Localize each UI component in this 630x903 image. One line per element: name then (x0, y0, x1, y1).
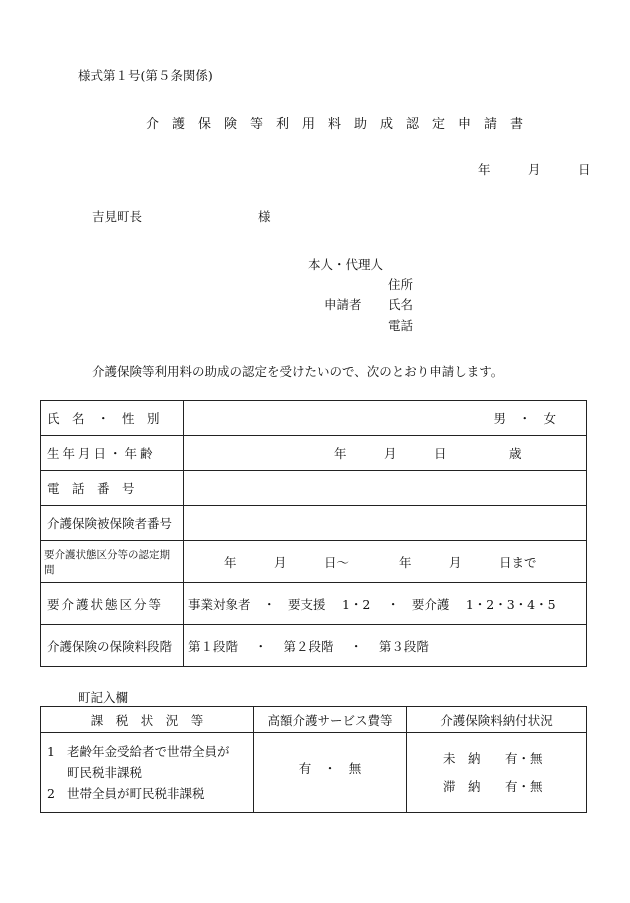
tax-item-1-continued (47, 762, 247, 783)
tax-item-1-text-2: 町民税非課税 (67, 765, 143, 780)
addressee-name: 吉見町長 (92, 209, 143, 224)
form-number: 様式第１号(第５条関係) (78, 68, 213, 83)
field-gender[interactable]: 男 ・ 女 (184, 401, 587, 436)
phone-label: 電話 (388, 318, 414, 333)
office-use-header-row (41, 707, 587, 733)
payment-unpaid (443, 745, 586, 773)
tax-item-1-text: 老齢年金受給者で世帯全員が (67, 744, 230, 759)
label-insured-number: 介護保険被保険者番号 (41, 506, 184, 541)
high-cost-cell[interactable]: 有 ・ 無 (254, 733, 407, 813)
tax-item-2-number: 2 (47, 786, 55, 801)
field-insured-number[interactable] (184, 506, 587, 541)
payment-unpaid-value: 有・無 (505, 750, 543, 766)
header-tax-status: 課 税 状 況 等 (41, 707, 254, 733)
label-care-level: 要介護状態区分等 (41, 583, 184, 625)
applicant-label: 申請者 (324, 297, 362, 312)
label-name-gender: 氏 名 ・ 性 別 (41, 401, 184, 436)
label-premium-stage: 介護保険の保険料段階 (41, 625, 184, 667)
office-use-table (40, 706, 587, 813)
row-birthdate-age (41, 436, 587, 471)
label-certification-period: 要介護状態区分等の認定期間 (41, 541, 184, 583)
payment-delinquent-label: 滞 納 (443, 778, 481, 794)
applicant-role: 本人・代理人 (308, 257, 384, 272)
row-certification-period (41, 541, 587, 583)
office-use-caption: 町記入欄 (78, 690, 129, 705)
row-premium-stage (41, 625, 587, 667)
payment-unpaid-label: 未 納 (443, 750, 481, 766)
application-statement: 介護保険等利用料の助成の認定を受けたいので、次のとおり申請します。 (92, 364, 504, 379)
field-certification-period[interactable]: 年 月 日～ 年 月 日まで (184, 541, 587, 583)
addressee-honorific: 様 (258, 209, 271, 224)
field-premium-stage[interactable]: 第１段階 ・ 第２段階 ・ 第３段階 (184, 625, 587, 667)
tax-item-2-text: 世帯全員が町民税非課税 (67, 786, 205, 801)
tax-status-cell (41, 733, 254, 813)
label-birthdate-age: 生年月日・年齢 (41, 436, 184, 471)
label-phone: 電 話 番 号 (41, 471, 184, 506)
tax-item-2 (47, 783, 247, 804)
address-label: 住所 (388, 277, 414, 292)
row-name-gender (41, 401, 587, 436)
header-payment-status: 介護保険料納付状況 (407, 707, 587, 733)
field-care-level[interactable]: 事業対象者 ・ 要支援 1・2 ・ 要介護 1・2・3・4・5 (184, 583, 587, 625)
header-high-cost: 高額介護サービス費等 (254, 707, 407, 733)
payment-delinquent-value: 有・無 (505, 778, 543, 794)
field-phone[interactable] (184, 471, 587, 506)
field-birthdate-age[interactable]: 年 月 日 歳 (184, 436, 587, 471)
document-title: 介 護 保 険 等 利 用 料 助 成 認 定 申 請 書 (146, 117, 524, 132)
tax-item-1 (47, 741, 247, 762)
name-label: 氏名 (388, 297, 414, 312)
application-table (40, 400, 587, 667)
date-line: 年 月 日 (478, 162, 591, 177)
row-insured-number (41, 506, 587, 541)
row-phone (41, 471, 587, 506)
payment-status-cell[interactable] (407, 733, 587, 813)
payment-delinquent (443, 773, 586, 801)
row-care-level (41, 583, 587, 625)
tax-item-1-number: 1 (47, 744, 55, 759)
office-use-body-row (41, 733, 587, 813)
